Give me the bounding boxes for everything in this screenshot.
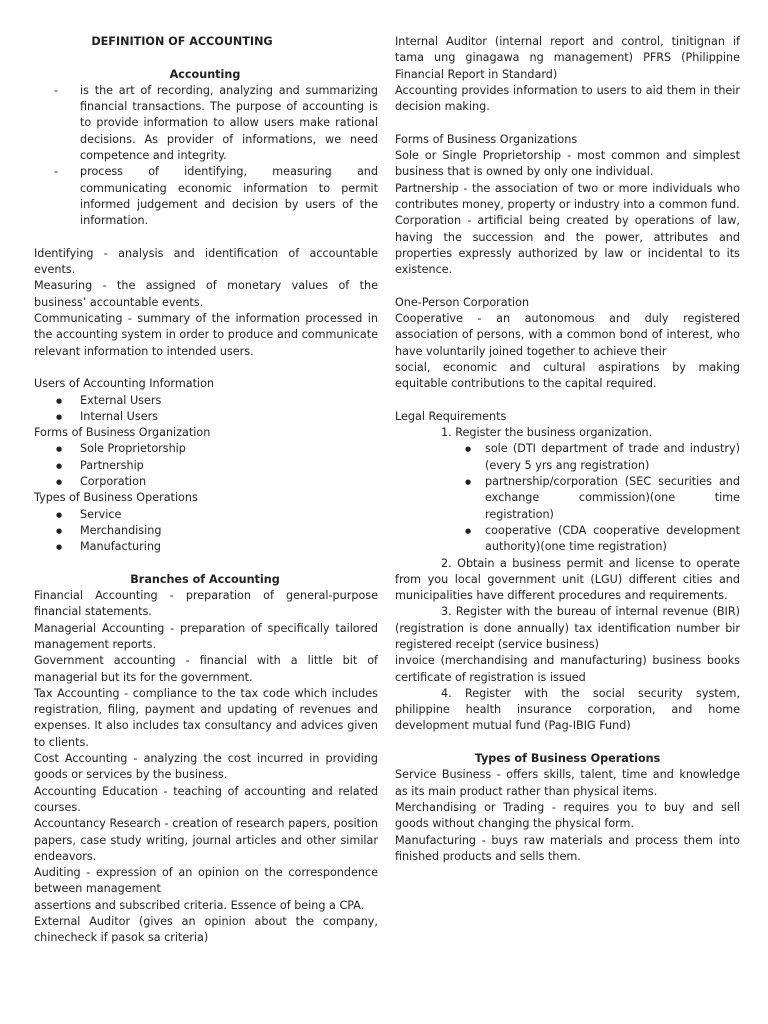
identifying-paragraph: Identifying - analysis and identification of accountable events. xyxy=(34,246,378,277)
users-heading: Users of Accounting Information xyxy=(34,377,215,391)
cooperative-paragraph-cont: social, economic and cultural aspirations by making equitable contributions to the capital required. xyxy=(395,360,740,391)
cooperative-paragraph: Cooperative - an autonomous and duly registered association of persons, with a common bond of interest, who have voluntarily joined together to achieve their xyxy=(395,312,740,358)
list-item: ● Internal Users xyxy=(80,409,378,425)
registration-list xyxy=(395,441,740,555)
accounting-heading: Accounting xyxy=(169,67,241,81)
list-item: ● cooperative (CDA cooperative development authority)(one time registration) xyxy=(485,523,740,556)
dash-marker: - xyxy=(54,83,59,97)
managerial-paragraph: Managerial Accounting - preparation of specifically tailored management reports. xyxy=(34,621,378,651)
list-item: ● Corporation xyxy=(80,474,378,490)
forms-heading: Forms of Business Organization xyxy=(34,426,211,440)
definition-item xyxy=(34,164,378,229)
corporation-paragraph: Corporation - artificial being created by operations of law, having the succession and the power, attributes and properties expressly authorized by law or incidental to its existence. xyxy=(395,214,740,277)
auditing-paragraph: Auditing - expression of an opinion on the correspondence between management xyxy=(34,866,378,896)
right-column xyxy=(395,34,740,865)
measuring-paragraph: Measuring - the assigned of monetary values of the business’ accountable events. xyxy=(34,279,378,309)
cost-paragraph: Cost Accounting - analyzing the cost incurred in providing goods or services by the business. xyxy=(34,752,378,782)
auditing-paragraph-cont: assertions and subscribed criteria. Essence of being a CPA. xyxy=(34,898,365,912)
page-title: DEFINITION OF ACCOUNTING xyxy=(91,35,273,48)
dash-marker: - xyxy=(54,165,59,179)
research-paragraph: Accountancy Research - creation of research papers, position papers, case study writing, journal articles and other similar endeavors. xyxy=(34,817,378,863)
definition-item xyxy=(34,83,378,164)
list-item: ● Manufacturing xyxy=(80,539,378,555)
definition-text: is the art of recording, analyzing and summarizing financial transactions. The purpose of accounting is to provide information to allow users make rational decisions. As provider of informations, we need competence and integrity. xyxy=(80,83,378,163)
list-item: ● Sole Proprietorship xyxy=(80,441,378,457)
tax-paragraph: Tax Accounting - compliance to the tax code which includes registration, filing, payment and updating of revenues and expenses. It also includes tax consultancy and advices given to clients. xyxy=(34,686,378,749)
requirement-3-cont: invoice (merchandising and manufacturing) business books certificate of registration is issued xyxy=(395,654,740,684)
requirement-1: 1. Register the business organization. xyxy=(441,426,653,440)
internal-auditor-paragraph: Internal Auditor (internal report and control, tinitignan if tama ung ginagawa ng management) PFRS (Philippine Financial Report in Standard) xyxy=(395,35,740,81)
opc-paragraph: One-Person Corporation xyxy=(395,295,530,309)
requirement-2: 2. Obtain a business permit and license to operate from you local government unit (LGU) different cities and municipalities have different procedures and requirements. xyxy=(395,556,740,603)
requirement-3: 3. Register with the bureau of internal revenue (BIR)(registration is done annually) tax identification number bir registered receipt (service business) xyxy=(395,605,740,651)
education-paragraph: Accounting Education - teaching of accounting and related courses. xyxy=(34,784,378,814)
requirement-4: 4. Register with the social security system, philippine health insurance corporation, and home development mutual fund (Pag-IBIG Fund) xyxy=(395,686,740,733)
list-item: ● Service xyxy=(80,507,378,523)
branches-heading: Branches of Accounting xyxy=(130,572,280,586)
sole-paragraph: Sole or Single Proprietorship - most common and simplest business that is owned by only one individual. xyxy=(395,149,740,179)
manufacturing-paragraph: Manufacturing - buys raw materials and process them into finished products and sells them. xyxy=(395,833,740,863)
list-item: ● sole (DTI department of trade and industry)(every 5 yrs ang registration) xyxy=(485,441,740,474)
service-paragraph: Service Business - offers skills, talent, time and knowledge as its main product rather than physical items. xyxy=(395,768,740,798)
left-column xyxy=(34,34,378,947)
list-item: ● External Users xyxy=(80,393,378,409)
financial-paragraph: Financial Accounting - preparation of general-purpose financial statements. xyxy=(34,589,378,619)
types-heading: Types of Business Operations xyxy=(474,752,661,766)
list-item: ● partnership/corporation (SEC securities and exchange commission)(one time registration) xyxy=(485,474,740,523)
forms-list xyxy=(34,441,378,490)
merchandising-paragraph: Merchandising or Trading - requires you to buy and sell goods without changing the physical form. xyxy=(395,800,740,831)
list-item: ● Merchandising xyxy=(80,523,378,539)
provides-paragraph: Accounting provides information to users to aid them in their decision making. xyxy=(395,83,740,114)
users-list xyxy=(34,393,378,426)
legal-heading: Legal Requirements xyxy=(395,409,507,423)
partnership-paragraph: Partnership - the association of two or more individuals who contributes money, property or industry into a common fund. xyxy=(395,181,740,211)
forms-heading: Forms of Business Organizations xyxy=(395,132,578,146)
government-paragraph: Government accounting - financial with a little bit of managerial but its for the government. xyxy=(34,654,378,684)
external-auditor-paragraph: External Auditor (gives an opinion about the company, chinecheck if pasok sa criteria) xyxy=(34,915,378,945)
types-list xyxy=(34,507,378,556)
definition-text: process of identifying, measuring and communicating economic information to permit informed judgement and decision by users of the information. xyxy=(80,165,378,228)
communicating-paragraph: Communicating - summary of the information processed in the accounting system in order to produce and communicate relevant information to intended users. xyxy=(34,312,378,358)
list-item: ● Partnership xyxy=(80,458,378,474)
types-heading: Types of Business Operations xyxy=(34,491,198,505)
